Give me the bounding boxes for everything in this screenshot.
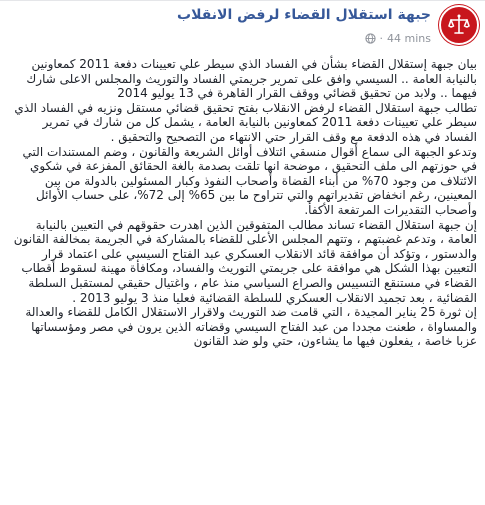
scales-of-justice-icon xyxy=(446,12,472,38)
post-paragraph-3: وتدعو الجبهة الى سماع أقوال منسقي ائتلاف أوائل الشريعة والقانون ، وضم المستندات التي في حوزتهم الى ملف التحقيق ، موضحة انها تلقت بصدمة بالغة الحقائق المفزعة في شكوي الائتلاف من وجود 70% من أبناء القضاة وأصحاب النفوذ وكبار المسئولين بالدولة من بين المعينين، رغم انخفاض تقديراتهم والتي تتراوح ما بين 65% إلى 72%، على حساب الأوائل وأصحاب التقديرات المرتفعة الأكفأ. xyxy=(22,144,477,217)
post-paragraph-1: بيان جبهة إستقلال القضاء بشأن في الفساد الذي سيطر علي تعيينات دفعة 2011 كمعاونين بالنيابة العامة .. السيسي وافق على تمرير جريمتي الفساد والتوريث والمجلس الاعلى شارك فيهما .. ولابد من تحقيق قضائي ووقف القرار القاهرة في 13 يوليو 2014 xyxy=(26,57,477,101)
post-paragraph-2: تطالب جبهة استقلال القضاء لرفض الانقلاب بفتح تحقيق قضائي مستقل ونزيه في الفساد الذي سيطر علي تعيينات دفعة 2011 كمعاونين بالنيابة العامة ، يشمل كل من شارك في تمرير الفساد في هذه الدفعة مع وقف القرار حتي الانتهاء من التصحيح والتحقيق . xyxy=(14,100,477,144)
post-paragraph-5: إن ثورة 25 يناير المجيدة ، التي قامت ضد التوريث ولاقرار الاستقلال الكامل للقضاء والعدالة والمساواة ، طعنت مجددا من عبد الفتاح السيسي وقضاته الذين يرون في مصر ومؤسساتها عزبا خاصة ، يفعلون فيها ما يشاءون، حتي ولو ضد القانون xyxy=(25,305,477,349)
post-meta xyxy=(365,32,431,45)
post-header xyxy=(0,1,485,53)
page-name-link[interactable]: جبهة استقلال القضاء لرفض الانقلاب xyxy=(177,7,431,23)
meta-separator: · xyxy=(379,32,384,45)
post-timestamp[interactable]: 44 mins xyxy=(387,32,431,45)
globe-icon[interactable] xyxy=(365,33,376,44)
page-avatar[interactable] xyxy=(439,5,479,45)
post-paragraph-4: إن جبهة استقلال القضاء تساند مطالب المتفوقين الذين اهدرت حقوقهم في التعيين بالنيابة العامة ، وتدعم غضبتهم ، وتتهم المجلس الأعلى للقضاء بالمشاركة في الجريمة بمخالفة القانون والدستور ، وتؤكد أن موافقة قائد الانقلاب العسكري عبد الفتاح السيسي على اعتماد قرار التعيين بهذا الشكل هي موافقة على جريمتي التوريث والفساد، ومكافأة مهينة لسقوط أقطاب القضاء في مستنقع التسييس والصراع السياسي منذ عام ، واغتيال حقيقي لمستقبل السلطة القضائية ، بعد تجميد الانقلاب العسكري للسلطة القضائية فعليا منذ 3 يوليو 2013 . xyxy=(13,217,477,305)
post-body xyxy=(8,57,477,349)
